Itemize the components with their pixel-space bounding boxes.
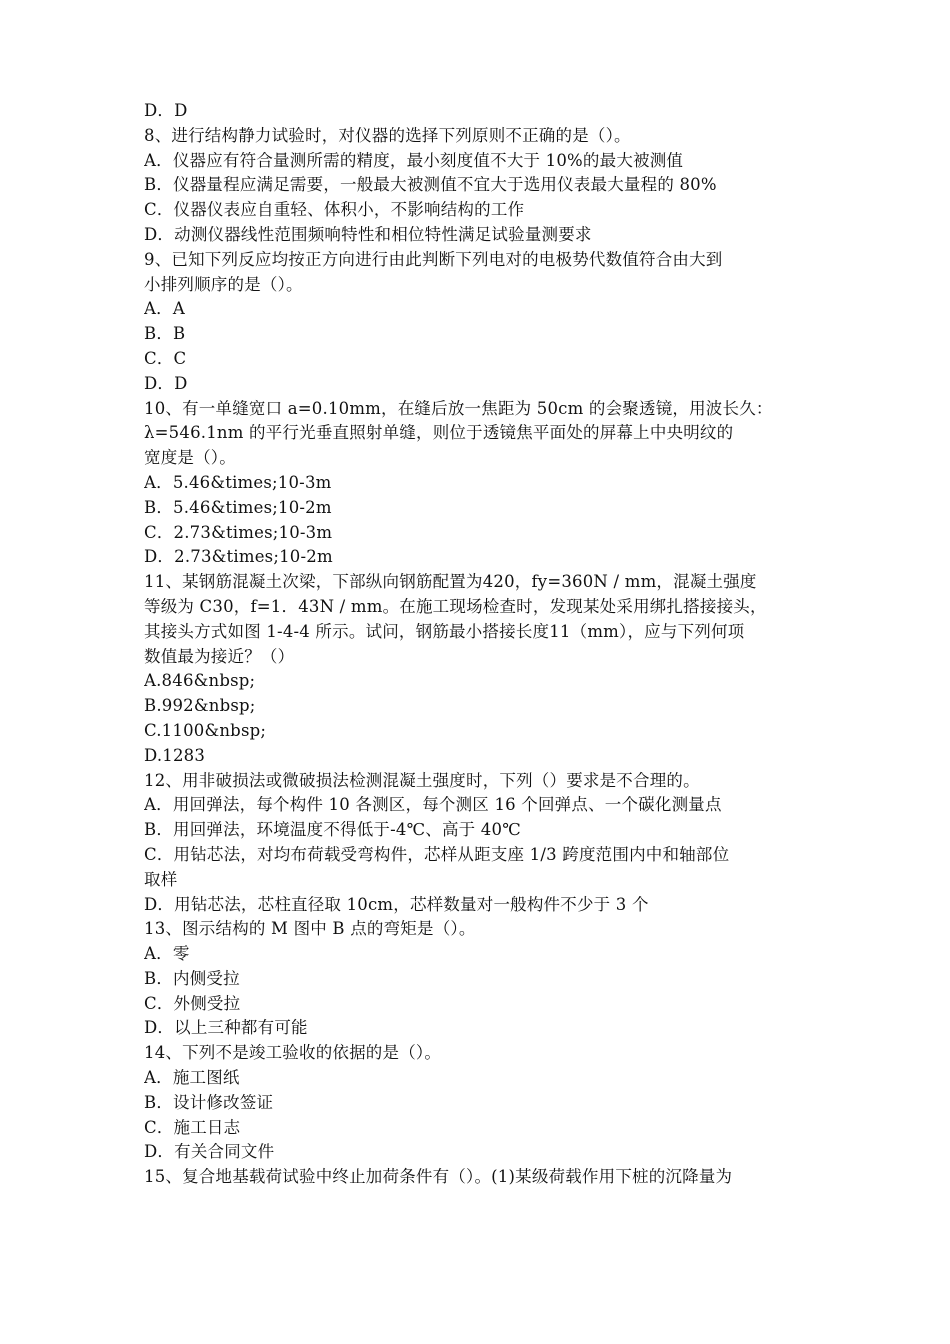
question-11-line: 其接头方式如图 1-4-4 所示。试问，钢筋最小搭接长度11（mm），应与下列何项 — [144, 621, 745, 641]
question-9-line: 小排列顺序的是（）。 — [144, 274, 303, 294]
option-c-line: 取样 — [144, 869, 178, 889]
option-d-line: D．动测仪器线性范围频响特性和相位特性满足试验量测要求 — [144, 224, 592, 244]
option-c-line: C．施工日志 — [144, 1117, 241, 1137]
option-a-line: A．5.46&times;10-3m — [144, 472, 332, 492]
question-12-line: 12、用非破损法或微破损法检测混凝土强度时，下列（）要求是不合理的。 — [144, 770, 700, 790]
option-b-line: B．设计修改签证 — [144, 1092, 274, 1112]
option-a-line: A.846&nbsp; — [144, 671, 256, 691]
option-d-line: D．D — [144, 101, 188, 120]
option-d-line: D．用钻芯法，芯柱直径取 10cm，芯样数量对一般构件不少于 3 个 — [144, 894, 649, 914]
option-d-line: D．有关合同文件 — [144, 1142, 275, 1162]
question-10-line: λ=546.1nm 的平行光垂直照射单缝，则位于透镜焦平面处的屏幕上中央明纹的 — [144, 423, 734, 443]
question-14-line: 14、下列不是竣工验收的依据的是（）。 — [144, 1043, 442, 1063]
option-b-line: B．用回弹法，环境温度不得低于-4℃、高于 40℃ — [144, 820, 521, 840]
option-c-line: C．外侧受拉 — [144, 993, 241, 1013]
option-d-line: D．以上三种都有可能 — [144, 1018, 308, 1038]
option-c-line: C．用钻芯法，对均布荷载受弯构件，芯样从距支座 1/3 跨度范围内中和轴部位 — [144, 844, 730, 864]
option-b-line: B．B — [144, 324, 186, 344]
question-10-line: 宽度是（）。 — [144, 448, 236, 468]
option-a-line: A．仪器应有符合量测所需的精度，最小刻度值不大于 10%的最大被测值 — [144, 150, 684, 170]
option-a-line: A．施工图纸 — [144, 1068, 240, 1088]
option-c-line: C．C — [144, 348, 187, 368]
question-8-line: 8、进行结构静力试验时，对仪器的选择下列原则不正确的是（）。 — [144, 125, 631, 145]
option-a-line: A．A — [144, 299, 185, 319]
question-13-line: 13、图示结构的 M 图中 B 点的弯矩是（）。 — [144, 919, 476, 939]
question-11-line: 数值最为接近？（） — [144, 646, 295, 666]
option-c-line: C．仪器仪表应自重轻、体积小，不影响结构的工作 — [144, 200, 525, 220]
option-b-line: B．仪器量程应满足需要，一般最大被测值不宜大于选用仪表最大量程的 80% — [144, 175, 717, 195]
question-15-line: 15、复合地基载荷试验中终止加荷条件有（）。(1)某级荷载作用下桩的沉降量为 — [144, 1167, 733, 1187]
option-c-line: C.1100&nbsp; — [144, 720, 267, 740]
option-d-line: D．2.73&times;10-2m — [144, 547, 333, 567]
option-c-line: C．2.73&times;10-3m — [144, 522, 333, 542]
question-9-line: 9、已知下列反应均按正方向进行由此判断下列电对的电极势代数值符合由大到 — [144, 249, 723, 269]
document-body — [144, 99, 812, 1190]
option-a-line: A．用回弹法，每个构件 10 各测区，每个测区 16 个回弹点、一个碳化测量点 — [144, 795, 722, 815]
option-b-line: B．5.46&times;10-2m — [144, 497, 332, 517]
option-d-line: D.1283 — [144, 745, 206, 765]
option-d-line: D．D — [144, 373, 188, 393]
question-11-line: 11、某钢筋混凝土次梁，下部纵向钢筋配置为420，fy=360N / mm，混凝土强度 — [144, 572, 757, 592]
option-b-line: B.992&nbsp; — [144, 696, 256, 716]
question-11-line: 等级为 C30，f=1．43N / mm。在施工现场检查时，发现某处采用绑扎搭接接头， — [144, 596, 767, 616]
question-10-line: 10、有一单缝宽口 a=0.10mm，在缝后放一焦距为 50cm 的会聚透镜，用波长久： — [144, 398, 773, 418]
option-b-line: B．内侧受拉 — [144, 968, 240, 988]
option-a-line: A．零 — [144, 944, 190, 964]
